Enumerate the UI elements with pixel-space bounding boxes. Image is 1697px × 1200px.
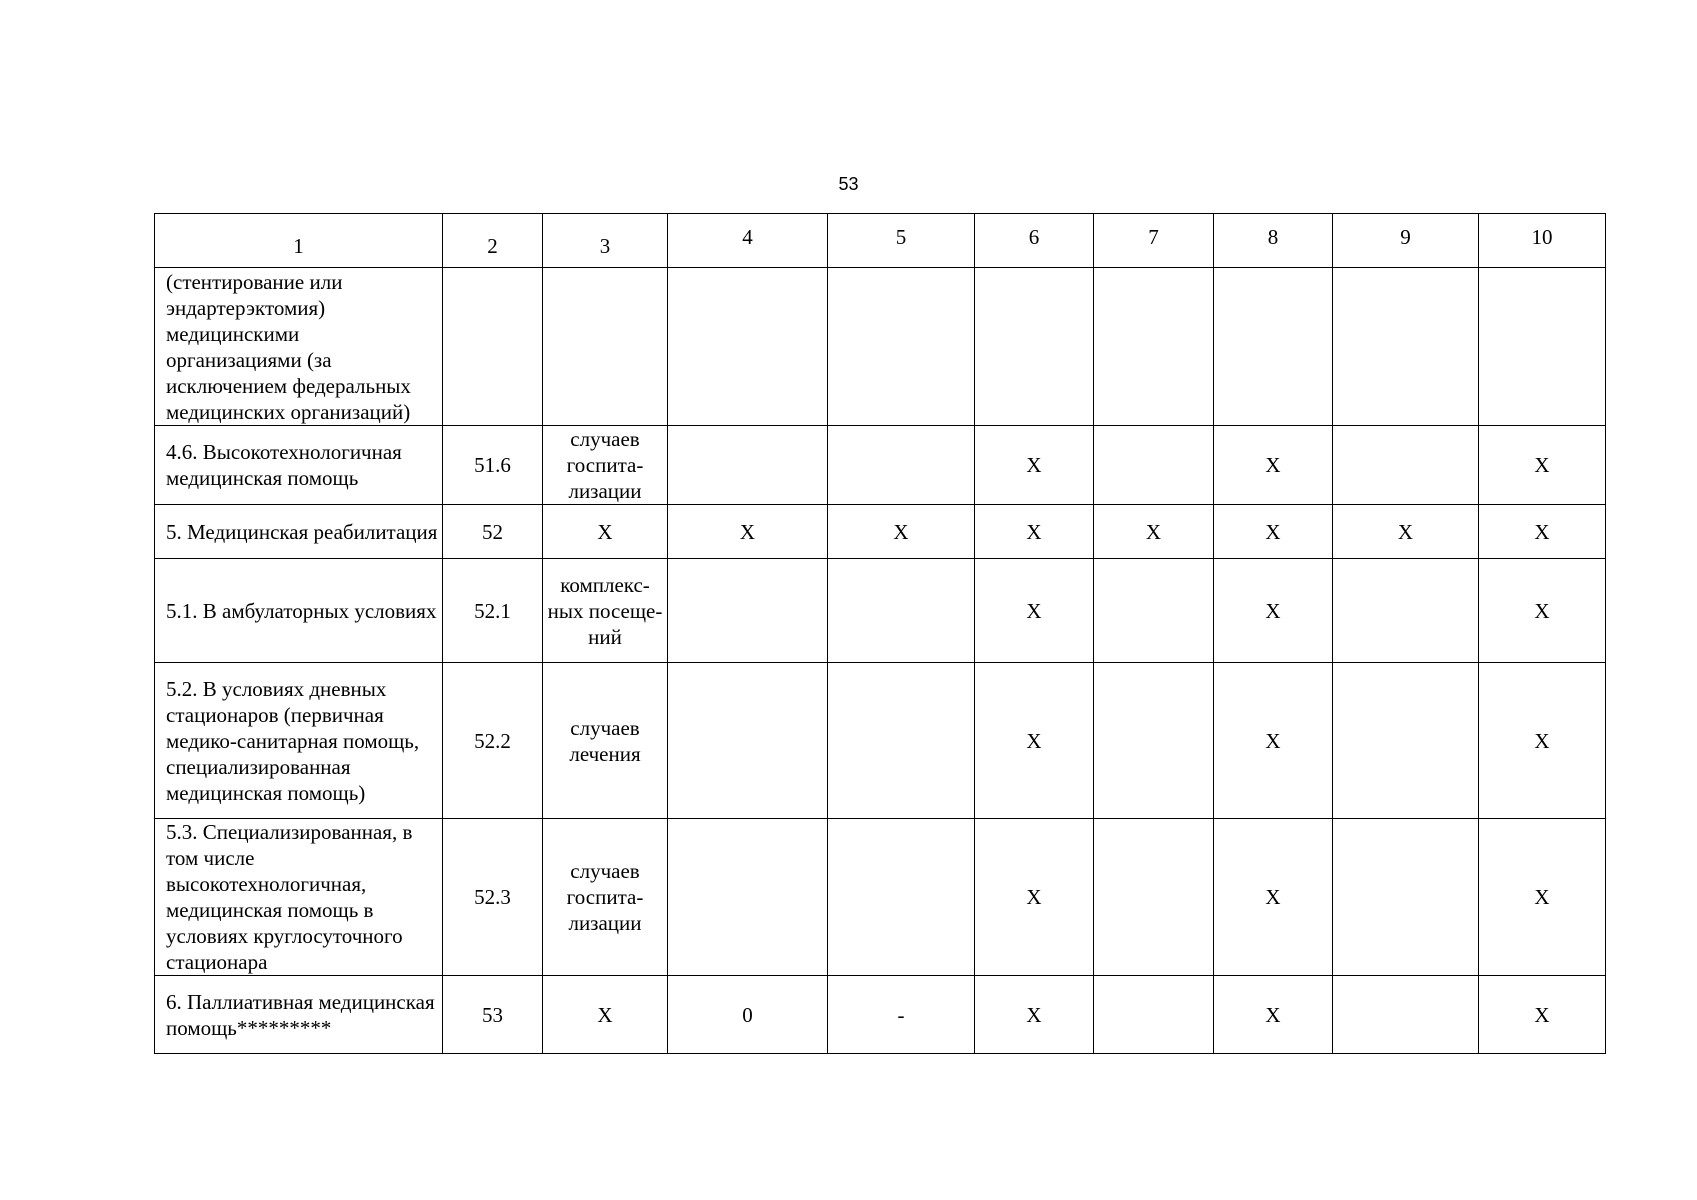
table-cell: X bbox=[1479, 976, 1606, 1054]
table-cell bbox=[1479, 268, 1606, 426]
table-cell bbox=[1333, 268, 1479, 426]
table-cell bbox=[1094, 663, 1214, 819]
table-cell: X bbox=[975, 505, 1094, 559]
table-cell: X bbox=[828, 505, 975, 559]
row-name: 4.6. Высокотехнологичная медицинская помощь bbox=[155, 426, 443, 505]
table-cell: X bbox=[975, 663, 1094, 819]
table-cell: X bbox=[1214, 426, 1333, 505]
table-cell: случаев госпита-лизации bbox=[543, 426, 668, 505]
table-cell bbox=[1333, 426, 1479, 505]
data-table bbox=[154, 213, 1606, 1054]
row-name: 5.1. В амбулаторных условиях bbox=[155, 559, 443, 663]
table-cell bbox=[828, 663, 975, 819]
table-cell bbox=[1094, 559, 1214, 663]
table-cell bbox=[668, 559, 828, 663]
row-name: (стентирование или эндартерэктомия) медицинскими организациями (за исключением федеральных медицинских организаций) bbox=[155, 268, 443, 426]
header-cell: 7 bbox=[1094, 214, 1214, 268]
table-cell: 52.2 bbox=[443, 663, 543, 819]
table-cell: X bbox=[1333, 505, 1479, 559]
header-cell: 1 bbox=[155, 214, 443, 268]
header-cell: 3 bbox=[543, 214, 668, 268]
table-cell bbox=[828, 819, 975, 976]
table-row bbox=[155, 426, 1606, 505]
table-cell: - bbox=[828, 976, 975, 1054]
table-cell: X bbox=[1479, 663, 1606, 819]
table-cell: X bbox=[1214, 663, 1333, 819]
table-cell bbox=[1333, 976, 1479, 1054]
table-row bbox=[155, 663, 1606, 819]
table-cell bbox=[668, 663, 828, 819]
table-cell: X bbox=[975, 976, 1094, 1054]
table-row bbox=[155, 819, 1606, 976]
row-name: 6. Паллиативная медицинская помощь********* bbox=[155, 976, 443, 1054]
table-cell: комплекс-ных посеще-ний bbox=[543, 559, 668, 663]
table-row bbox=[155, 559, 1606, 663]
table-cell bbox=[1214, 268, 1333, 426]
table-cell: X bbox=[975, 426, 1094, 505]
table-cell: X bbox=[1214, 976, 1333, 1054]
table-cell bbox=[1333, 559, 1479, 663]
header-cell: 8 bbox=[1214, 214, 1333, 268]
table-cell: 0 bbox=[668, 976, 828, 1054]
table-cell bbox=[1094, 819, 1214, 976]
table-cell: X bbox=[1479, 505, 1606, 559]
table-cell bbox=[543, 268, 668, 426]
table-cell bbox=[1094, 976, 1214, 1054]
table-cell bbox=[1094, 268, 1214, 426]
row-name: 5.2. В условиях дневных стационаров (первичная медико-санитарная помощь, специализированная медицинская помощь) bbox=[155, 663, 443, 819]
header-cell: 9 bbox=[1333, 214, 1479, 268]
table-cell bbox=[443, 268, 543, 426]
table-row bbox=[155, 976, 1606, 1054]
header-cell: 6 bbox=[975, 214, 1094, 268]
table-cell bbox=[1333, 819, 1479, 976]
header-cell: 10 bbox=[1479, 214, 1606, 268]
table-cell: 51.6 bbox=[443, 426, 543, 505]
table-cell: X bbox=[543, 505, 668, 559]
table-cell: X bbox=[975, 819, 1094, 976]
row-name: 5.3. Специализированная, в том числе высокотехнологичная, медицинская помощь в условиях круглосуточного стационара bbox=[155, 819, 443, 976]
header-cell: 5 bbox=[828, 214, 975, 268]
table-cell: X bbox=[668, 505, 828, 559]
table-cell: X bbox=[1479, 426, 1606, 505]
table-cell: X bbox=[1214, 559, 1333, 663]
table-cell: случаев госпита-лизации bbox=[543, 819, 668, 976]
table-cell bbox=[828, 559, 975, 663]
table-cell bbox=[1094, 426, 1214, 505]
table-cell bbox=[828, 426, 975, 505]
table-cell: X bbox=[975, 559, 1094, 663]
table-cell: X bbox=[1094, 505, 1214, 559]
page-number: 53 bbox=[838, 174, 859, 194]
header-cell: 2 bbox=[443, 214, 543, 268]
header-cell: 4 bbox=[668, 214, 828, 268]
table-cell bbox=[668, 268, 828, 426]
table-cell: 52.1 bbox=[443, 559, 543, 663]
row-name: 5. Медицинская реабилитация bbox=[155, 505, 443, 559]
table-row bbox=[155, 268, 1606, 426]
table-cell: X bbox=[1214, 505, 1333, 559]
table-cell bbox=[828, 268, 975, 426]
table-cell bbox=[975, 268, 1094, 426]
table-cell: 52 bbox=[443, 505, 543, 559]
table-cell: X bbox=[543, 976, 668, 1054]
table-cell bbox=[668, 819, 828, 976]
header-row bbox=[155, 214, 1606, 268]
table-cell: 52.3 bbox=[443, 819, 543, 976]
table-cell: 53 bbox=[443, 976, 543, 1054]
table-cell bbox=[1333, 663, 1479, 819]
table-cell bbox=[668, 426, 828, 505]
table-cell: X bbox=[1479, 559, 1606, 663]
table-cell: случаев лечения bbox=[543, 663, 668, 819]
table-cell: X bbox=[1479, 819, 1606, 976]
table-row bbox=[155, 505, 1606, 559]
table-cell: X bbox=[1214, 819, 1333, 976]
